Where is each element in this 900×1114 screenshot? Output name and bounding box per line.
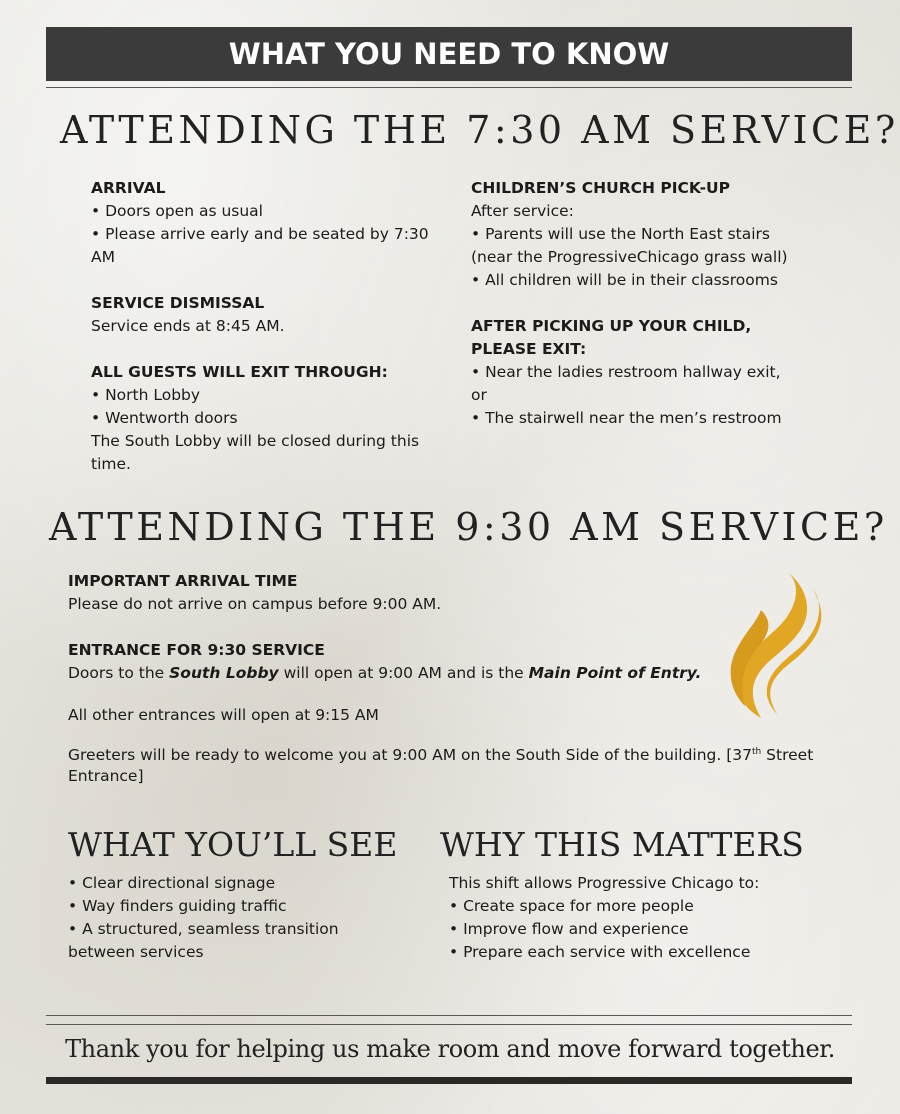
footer-bar (46, 1077, 852, 1084)
greeters-text-line2: Entrance] (68, 767, 144, 785)
arrival-time-text: Please do not arrive on campus before 9:00 AM. (68, 595, 442, 613)
divider-footer-2 (46, 1024, 852, 1025)
pickup-line: • Parents will use the North East stairs (471, 225, 770, 243)
arrival-time-title: IMPORTANT ARRIVAL TIME (68, 572, 298, 590)
arrival-line: • Please arrive early and be seated by 7:30 (91, 225, 429, 243)
arrival-title: ARRIVAL (91, 179, 166, 197)
after-pickup-title: AFTER PICKING UP YOUR CHILD, (471, 317, 752, 335)
pickup-line: (near the ProgressiveChicago grass wall) (471, 248, 788, 266)
greeters-text: Greeters will be ready to welcome you at 9:00 AM on the South Side of the building. [37th Street (68, 746, 814, 764)
pickup-line: After service: (471, 202, 574, 220)
pickup-line: • All children will be in their classrooms (471, 271, 778, 289)
dismissal-title: SERVICE DISMISSAL (91, 294, 265, 312)
see-line: • Way finders guiding traffic (68, 897, 287, 915)
entrance-emphasis: Main Point of Entry. (528, 664, 702, 682)
matters-line: • Improve flow and experience (449, 920, 689, 938)
banner-title: WHAT YOU NEED TO KNOW (228, 37, 670, 71)
col-730-right (471, 177, 851, 430)
exit-line: time. (91, 455, 131, 473)
see-line: • Clear directional signage (68, 874, 276, 892)
divider-footer-1 (46, 1015, 852, 1016)
footer-thanks: Thank you for helping us make room and move forward together. (65, 1035, 835, 1063)
after-pickup-line: or (471, 386, 487, 404)
col-930 (68, 570, 828, 787)
entrance-emphasis: South Lobby (169, 664, 279, 682)
see-line: between services (68, 943, 204, 961)
col-matters (449, 872, 849, 964)
exit-line: • North Lobby (91, 386, 201, 404)
header-banner (46, 27, 852, 81)
matters-line: • Prepare each service with excellence (449, 943, 751, 961)
flame-logo-icon (725, 566, 825, 720)
dismissal-line: Service ends at 8:45 AM. (91, 317, 285, 335)
pickup-title: CHILDREN’S CHURCH PICK-UP (471, 179, 730, 197)
after-pickup-line: • The stairwell near the men’s restroom (471, 409, 782, 427)
heading-930: ATTENDING THE 9:30 AM SERVICE? (49, 505, 888, 549)
exit-line: The South Lobby will be closed during this (91, 432, 420, 450)
see-line: • A structured, seamless transition (68, 920, 339, 938)
other-entrances-text: All other entrances will open at 9:15 AM (68, 706, 379, 724)
arrival-line: • Doors open as usual (91, 202, 263, 220)
entrance-title: ENTRANCE FOR 9:30 SERVICE (68, 641, 325, 659)
entrance-text: Doors to the South Lobby will open at 9:00 AM and is the Main Point of Entry. (68, 664, 702, 682)
exit-line: • Wentworth doors (91, 409, 238, 427)
divider-top (46, 87, 852, 88)
col-see (68, 872, 408, 964)
col-730-left (91, 177, 441, 476)
arrival-line: AM (91, 248, 115, 266)
after-pickup-line: • Near the ladies restroom hallway exit, (471, 363, 781, 381)
exit-title: ALL GUESTS WILL EXIT THROUGH: (91, 363, 388, 381)
matters-line: This shift allows Progressive Chicago to: (449, 874, 760, 892)
matters-line: • Create space for more people (449, 897, 694, 915)
heading-matters: WHY THIS MATTERS (440, 825, 804, 864)
heading-see: WHAT YOU’LL SEE (68, 825, 398, 864)
heading-730: ATTENDING THE 7:30 AM SERVICE? (60, 108, 899, 152)
after-pickup-title: PLEASE EXIT: (471, 340, 587, 358)
